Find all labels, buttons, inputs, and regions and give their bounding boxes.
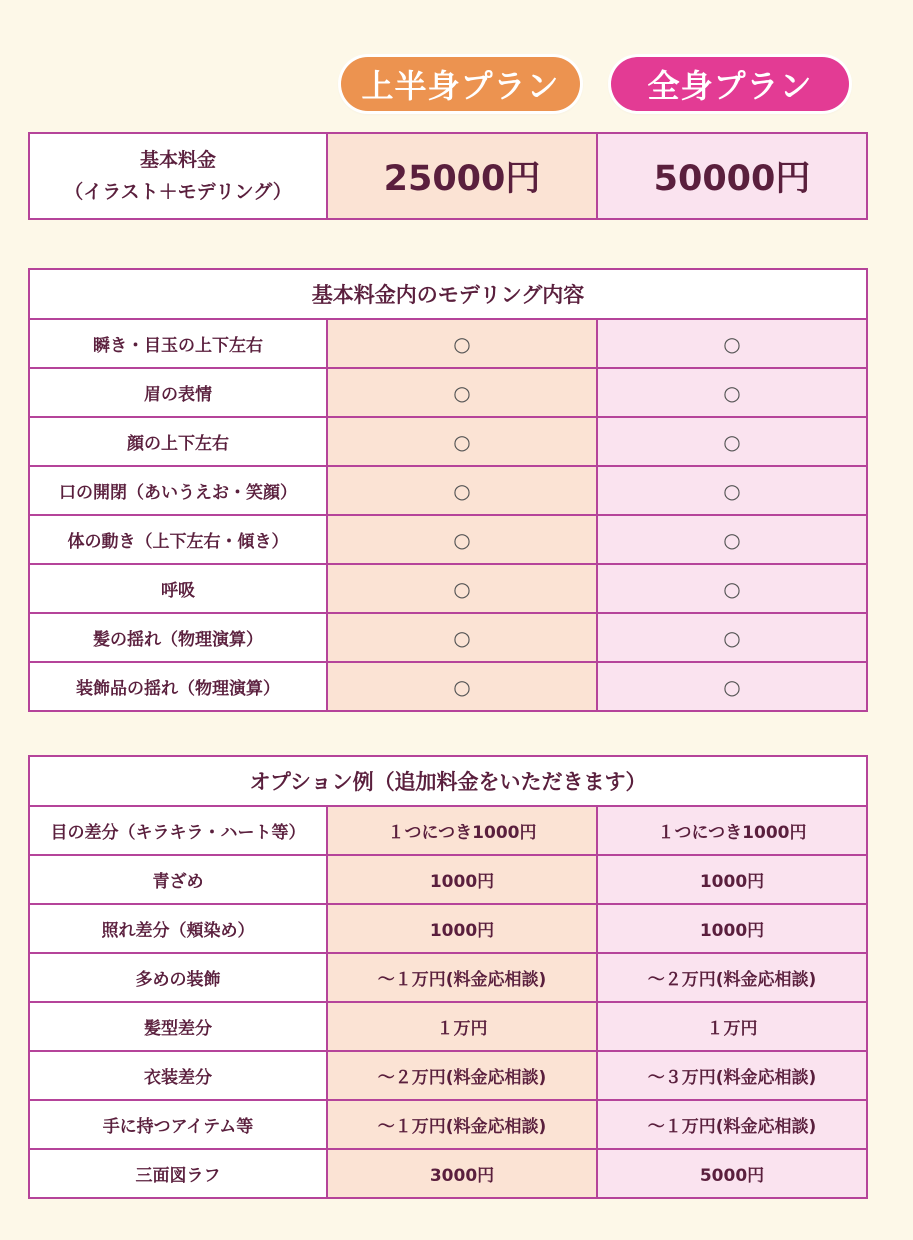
upper-plan-cell: 1000円 [327,855,597,904]
table-row [29,564,867,613]
upper-plan-cell: １万円 [327,1002,597,1051]
upper-plan-cell: ～１万円(料金応相談) [327,1100,597,1149]
full-body-plan-badge: 全身プラン [611,57,849,111]
base-price-label-line1: 基本料金 [139,149,216,171]
full-plan-cell: ～２万円(料金応相談) [597,953,867,1002]
upper-plan-cell: ○ [327,319,597,368]
upper-plan-cell: ○ [327,613,597,662]
base-price-row [29,133,867,219]
table-row [29,855,867,904]
upper-plan-cell: ○ [327,466,597,515]
full-plan-cell: ～１万円(料金応相談) [597,1100,867,1149]
table-row [29,466,867,515]
row-label: 眉の表情 [29,368,327,417]
base-price-label [29,133,327,219]
upper-plan-cell: 1000円 [327,904,597,953]
table-row [29,662,867,711]
full-plan-cell: ○ [597,319,867,368]
row-label: 目の差分（キラキラ・ハート等） [29,806,327,855]
upper-plan-cell: 3000円 [327,1149,597,1198]
row-label: 髪型差分 [29,1002,327,1051]
table-row [29,319,867,368]
table-row [29,1149,867,1198]
row-label: 手に持つアイテム等 [29,1100,327,1149]
full-plan-cell: ○ [597,515,867,564]
table-row [29,806,867,855]
modeling-rows [29,319,867,711]
upper-plan-cell: ○ [327,564,597,613]
upper-plan-cell: ○ [327,662,597,711]
full-plan-cell: ○ [597,564,867,613]
table-row [29,613,867,662]
upper-body-plan-badge: 上半身プラン [341,57,580,111]
row-label: 装飾品の揺れ（物理演算） [29,662,327,711]
upper-base-price: 25000円 [327,133,597,219]
modeling-content-table [28,268,868,712]
row-label: 多めの装飾 [29,953,327,1002]
row-label: 瞬き・目玉の上下左右 [29,319,327,368]
full-plan-cell: 1000円 [597,904,867,953]
full-plan-cell: ～３万円(料金応相談) [597,1051,867,1100]
row-label: 顔の上下左右 [29,417,327,466]
upper-plan-cell: ～１万円(料金応相談) [327,953,597,1002]
row-label: 照れ差分（頬染め） [29,904,327,953]
table-row [29,904,867,953]
table-row [29,368,867,417]
modeling-table-title: 基本料金内のモデリング内容 [29,269,867,319]
table-row [29,953,867,1002]
table-row [29,1100,867,1149]
full-plan-cell: ○ [597,662,867,711]
row-label: 髪の揺れ（物理演算） [29,613,327,662]
full-plan-cell: 1000円 [597,855,867,904]
upper-plan-cell: ○ [327,515,597,564]
upper-plan-cell: ○ [327,368,597,417]
options-rows [29,806,867,1198]
row-label: 呼吸 [29,564,327,613]
full-plan-cell: ○ [597,466,867,515]
options-table [28,755,868,1199]
base-price-table [28,132,868,220]
table-row [29,417,867,466]
upper-plan-cell: ○ [327,417,597,466]
full-plan-cell: ○ [597,613,867,662]
row-label: 衣装差分 [29,1051,327,1100]
full-base-price: 50000円 [597,133,867,219]
row-label: 三面図ラフ [29,1149,327,1198]
full-plan-cell: 5000円 [597,1149,867,1198]
row-label: 青ざめ [29,855,327,904]
full-plan-cell: １つにつき1000円 [597,806,867,855]
upper-plan-cell: １つにつき1000円 [327,806,597,855]
table-row [29,1002,867,1051]
base-price-label-line2: （イラスト＋モデリング） [64,181,292,203]
table-row [29,515,867,564]
full-plan-cell: １万円 [597,1002,867,1051]
row-label: 体の動き（上下左右・傾き） [29,515,327,564]
upper-plan-cell: ～２万円(料金応相談) [327,1051,597,1100]
table-row [29,1051,867,1100]
full-plan-cell: ○ [597,368,867,417]
options-table-title: オプション例（追加料金をいただきます） [29,756,867,806]
full-plan-cell: ○ [597,417,867,466]
row-label: 口の開閉（あいうえお・笑顔） [29,466,327,515]
